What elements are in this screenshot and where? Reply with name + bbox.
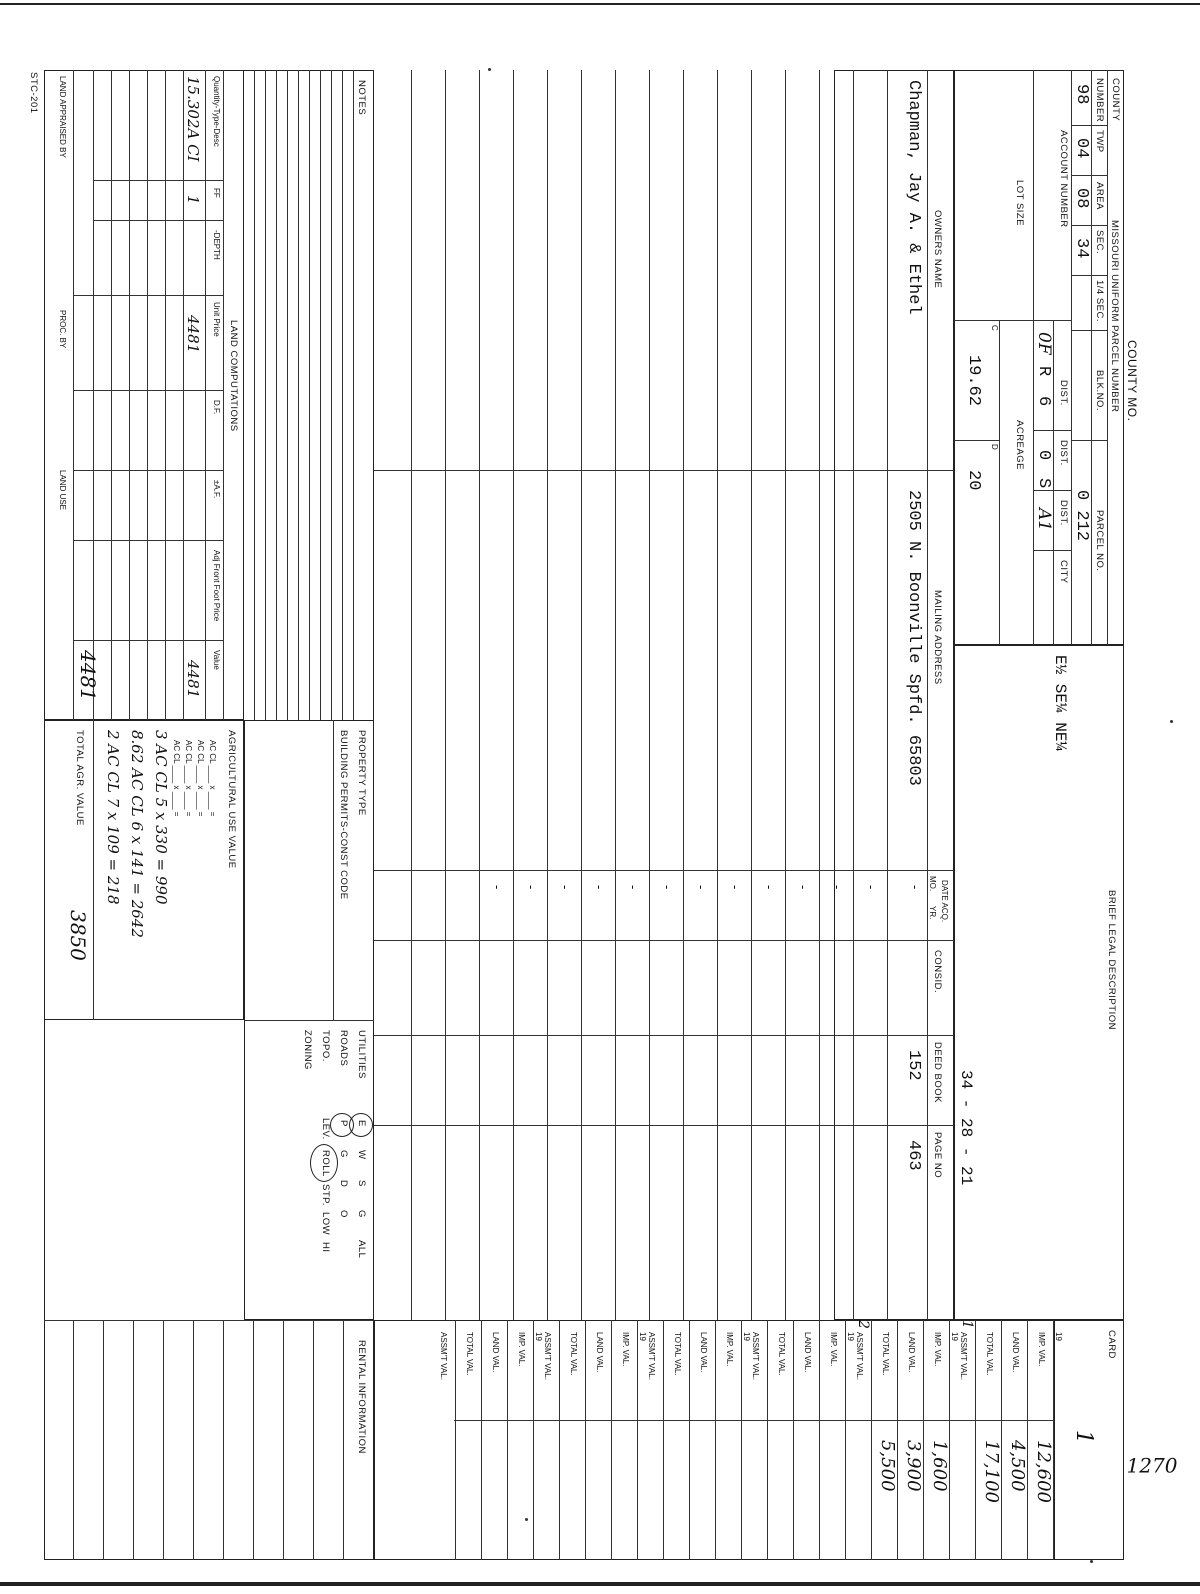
valuation-row-rule	[741, 1320, 742, 1560]
rental-row-rule	[223, 1320, 224, 1560]
rule	[1091, 70, 1092, 645]
valuation-row-label: IMP. VAL.	[621, 1332, 630, 1367]
account-number-label: ACCOUNT NUMBER	[1058, 130, 1069, 228]
legal-description-block	[954, 645, 1124, 1320]
parcel-label-quarter-sec: 1/4 SEC.	[1094, 280, 1105, 323]
notes-row-rule	[287, 70, 288, 720]
valuation-row-label: TOTAL VAL.	[881, 1332, 890, 1376]
sales-row-date-dash: -	[660, 885, 675, 890]
parcel-value-parcel: 0 212	[1072, 490, 1091, 542]
land-row-ff: 1	[184, 195, 202, 205]
valuation-year-label: 19	[638, 1332, 647, 1341]
rule	[74, 470, 224, 471]
rule	[1072, 330, 1108, 331]
sales-row-rule	[479, 70, 480, 1320]
rule	[223, 70, 224, 720]
valuation-row-rule	[637, 1320, 638, 1560]
topo-roll: ROLL	[320, 1150, 331, 1177]
notes-row-rule	[342, 70, 343, 720]
sales-row-date-dash: -	[728, 885, 743, 890]
ag-row-3: 2 AC CL 7 x 109 = 218	[104, 730, 122, 905]
valuation-row-label: ASSM'T VAL.	[647, 1332, 656, 1380]
corner-number: 1270	[1126, 1453, 1178, 1478]
valuation-row-label: TOTAL VAL.	[569, 1332, 578, 1376]
land-row-rule	[111, 70, 112, 720]
valuation-row-label: ASSM'T VAL.	[439, 1332, 448, 1380]
rule	[205, 70, 206, 720]
parcel-value-number: 98	[1072, 84, 1091, 105]
sales-row-date-dash: -	[864, 885, 879, 890]
dist-label-3: DIST.	[1058, 500, 1069, 526]
notes-row-rule	[276, 70, 277, 720]
col-df: D.F.	[212, 400, 221, 415]
sales-row-rule	[751, 70, 752, 1320]
parcel-label-area: AREA	[1094, 182, 1105, 210]
page-bottom-rule	[0, 1582, 1200, 1586]
sales-row-date-dash: -	[762, 885, 777, 890]
roads-label: ROADS	[338, 1030, 349, 1067]
land-row-value: 4481	[184, 660, 202, 699]
sales-row-date-dash: -	[490, 885, 505, 890]
sales-row-date-dash: -	[592, 885, 607, 890]
rental-row-rule	[253, 1320, 254, 1560]
permits-label: BUILDING PERMITS-CONST CODE	[338, 730, 349, 900]
valuation-row-rule	[819, 1320, 820, 1560]
valuation-row-rule	[663, 1320, 664, 1560]
property-type-label: PROPERTY TYPE	[356, 730, 367, 816]
valuation-row-label: TOTAL VAL.	[673, 1332, 682, 1376]
rule	[1033, 70, 1034, 645]
rental-row-rule	[163, 1320, 164, 1560]
rule	[374, 1035, 954, 1036]
rule	[1034, 490, 1072, 491]
topo-hi: HI	[320, 1242, 331, 1253]
road-p-circle	[330, 1113, 354, 1137]
account-value-5: S	[1034, 478, 1053, 489]
valuation-row-rule	[845, 1320, 846, 1560]
ag-row-2: 8.62 AC CL 6 x 141 = 2642	[128, 730, 146, 938]
valuation-row-label: LAND VAL.	[699, 1332, 708, 1373]
account-value-6: A1	[1034, 508, 1054, 532]
mailing-address-label: MAILING ADDRESS	[932, 590, 943, 685]
valuation-row-label: LAND VAL.	[907, 1332, 916, 1373]
sales-row-rule	[547, 70, 548, 1320]
total-val-1: 17,100	[981, 1440, 1002, 1503]
proc-by-label: PROC. BY	[58, 310, 67, 349]
rule	[44, 1320, 374, 1321]
valuation-row-label: IMP. VAL.	[517, 1332, 526, 1367]
col-depth: -DEPTH	[212, 230, 221, 260]
col-unit-price: Unit Price	[212, 302, 221, 337]
land-row-rule	[147, 70, 148, 720]
rule	[1034, 430, 1072, 431]
rental-row-rule	[283, 1320, 284, 1560]
notes-label: NOTES	[356, 80, 367, 116]
utility-all: ALL	[356, 1240, 367, 1259]
notes-row-rule	[254, 70, 255, 720]
acreage-label: ACREAGE	[1014, 420, 1025, 470]
col-qty: Quantity-Type-Desc	[212, 76, 221, 147]
card-number: 1	[1071, 1430, 1096, 1444]
topo-roll-circle	[310, 1144, 338, 1182]
parcel-label-parcel: PARCEL NO.	[1094, 510, 1105, 572]
sales-row-rule	[411, 70, 412, 1320]
rental-row-rule	[193, 1320, 194, 1560]
valuation-row-rule	[689, 1320, 690, 1560]
valuation-row-label: ASSM'T VAL.	[543, 1332, 552, 1380]
ag-blank-row: AC CL ____ x ____ =	[172, 740, 181, 817]
scan-speck	[488, 68, 491, 71]
parcel-value-twp: 04	[1072, 138, 1091, 159]
valuation-row-label: LAND VAL.	[1011, 1332, 1020, 1373]
rule	[1072, 225, 1108, 226]
rule	[954, 320, 1034, 321]
valuation-row-rule	[975, 1320, 976, 1560]
county-mo-label: COUNTY MO.	[1125, 340, 1139, 422]
rule	[374, 870, 954, 871]
property-record-card	[28, 70, 1178, 1560]
rule	[1034, 550, 1072, 551]
deed-book-value: 152	[904, 1050, 923, 1081]
sales-row-rule	[887, 70, 888, 1320]
utility-g: G	[356, 1210, 367, 1218]
rule	[1034, 320, 1072, 321]
dist-label-city: CITY	[1058, 560, 1069, 584]
rental-row-rule	[343, 1320, 344, 1560]
sales-row-rule	[683, 70, 684, 1320]
rule	[94, 220, 224, 221]
scan-speck	[525, 1518, 528, 1521]
sales-row-date-dash: -	[558, 885, 573, 890]
total-agr-label: TOTAL AGR. VALUE	[74, 730, 85, 826]
ag-blank-row: AC CL ____ x ____ =	[184, 740, 193, 817]
rule	[1072, 275, 1108, 276]
col-value: Value	[212, 650, 221, 670]
rental-row-rule	[103, 1320, 104, 1560]
sales-row-rule	[785, 70, 786, 1320]
parcel-value-area: 08	[1072, 188, 1091, 209]
col-ff: FF	[212, 188, 221, 198]
land-row-rule	[183, 70, 184, 720]
valuation-row-label: TOTAL VAL.	[985, 1332, 994, 1376]
acreage-d-label: D	[990, 444, 999, 450]
notes-row-rule	[331, 70, 332, 720]
ag-use-label: AGRICULTURAL USE VALUE	[226, 730, 237, 869]
utility-s: S	[356, 1180, 367, 1187]
account-value-1: 0F	[1034, 332, 1054, 355]
owners-name-label: OWNERS NAME	[932, 210, 943, 289]
valuation-row-rule	[559, 1320, 560, 1560]
road-p: P	[338, 1120, 349, 1127]
sales-row-rule	[853, 70, 854, 1320]
utility-e: E	[356, 1120, 367, 1127]
valuation-year-label: 19	[742, 1332, 751, 1341]
topo-label: TOPO.	[320, 1030, 331, 1062]
sales-row-date-dash: -	[626, 885, 641, 890]
scan-speck	[1170, 720, 1173, 723]
account-value-4: 0	[1034, 450, 1053, 461]
valuation-row-label: IMP. VAL.	[933, 1332, 942, 1367]
notes-row-rule	[309, 70, 310, 720]
valuation-row-rule	[481, 1320, 482, 1560]
land-total-value: 4481	[76, 650, 100, 701]
dist-label-2: DIST.	[1058, 440, 1069, 466]
deed-book-label: DEED BOOK	[932, 1042, 943, 1103]
valuation-row-label: IMP. VAL.	[1037, 1332, 1046, 1367]
page-no-label: PAGE NO	[932, 1132, 943, 1179]
valuation-year-label: 19	[1054, 1332, 1063, 1341]
valuation-row-label: ASSM'T VAL.	[959, 1332, 968, 1380]
valuation-divider	[454, 1420, 1054, 1421]
notes-row-rule	[265, 70, 266, 720]
account-value-3: 6	[1034, 396, 1053, 407]
valuation-row-rule	[871, 1320, 872, 1560]
ag-row-1: 3 AC CL 5 x 330 = 990	[152, 730, 170, 905]
form-number: STC-201	[28, 72, 39, 114]
mark-1: 1	[959, 1320, 975, 1329]
acreage-d-value: 20	[964, 470, 983, 491]
land-row-unit-price: 4481	[184, 315, 202, 354]
utilities-label: UTILITIES	[356, 1030, 367, 1079]
topo-stp: STP.	[320, 1184, 331, 1206]
rule	[1107, 70, 1108, 645]
road-o: O	[338, 1210, 349, 1218]
valuation-row-label: IMP. VAL.	[829, 1332, 838, 1367]
sales-row-date-dash: -	[694, 885, 709, 890]
valuation-row-label: ASSM'T VAL.	[855, 1332, 864, 1380]
parcel-label-blk: BLK.NO.	[1094, 370, 1105, 411]
date-acq-label: DATE ACQ.	[940, 880, 949, 923]
sales-row-rule	[615, 70, 616, 1320]
sales-row-rule	[649, 70, 650, 1320]
imp-val-2: 1,600	[929, 1440, 950, 1492]
parcel-label-twp: TWP	[1094, 130, 1105, 153]
road-d: D	[338, 1180, 349, 1188]
valuation-row-rule	[455, 1320, 456, 1560]
valuation-row-label: TOTAL VAL.	[777, 1332, 786, 1376]
sales-row-rule	[445, 70, 446, 1320]
yr-label: YR.	[928, 906, 937, 920]
land-comp-title: LAND COMPUTATIONS	[228, 320, 239, 432]
date-dash: -	[908, 885, 923, 890]
valuation-row-label: TOTAL VAL.	[465, 1332, 474, 1376]
account-value-2: R	[1034, 366, 1053, 377]
valuation-block	[374, 1320, 1054, 1560]
rental-row-rule	[313, 1320, 314, 1560]
page-no-value: 463	[904, 1140, 923, 1171]
col-adj: Adj Front Foot Price	[212, 550, 221, 622]
rule	[244, 1020, 374, 1021]
total-val-2: 5,500	[877, 1440, 898, 1492]
rental-row-rule	[133, 1320, 134, 1560]
valuation-row-label: ASSM'T VAL.	[751, 1332, 760, 1380]
parcel-label-number: NUMBER	[1094, 78, 1105, 123]
rule	[954, 440, 1000, 441]
rule	[74, 295, 224, 296]
lot-size-label: LOT SIZE	[1014, 180, 1025, 227]
valuation-year-label: 19	[950, 1332, 959, 1341]
land-use-label: LAND USE	[58, 470, 67, 511]
land-row-rule	[129, 70, 130, 720]
brief-legal-label: BRIEF LEGAL DESCRIPTION	[1106, 890, 1117, 1030]
parcel-value-sec: 34	[1072, 238, 1091, 259]
parcel-label-sec: SEC.	[1094, 230, 1105, 255]
rule	[73, 70, 74, 720]
mo-label: MO.	[928, 876, 937, 892]
notes-row-rule	[320, 70, 321, 720]
valuation-row-rule	[611, 1320, 612, 1560]
rule	[1072, 440, 1108, 441]
rule	[74, 540, 224, 541]
rule	[1072, 125, 1108, 126]
valuation-row-rule	[793, 1320, 794, 1560]
sales-row-rule	[513, 70, 514, 1320]
utility-w: W	[356, 1150, 367, 1160]
rental-row-rule	[73, 1320, 74, 1560]
valuation-row-rule	[507, 1320, 508, 1560]
mark-2: 2	[855, 1320, 871, 1329]
rental-label: RENTAL INFORMATION	[356, 1340, 367, 1454]
sales-row-rule	[819, 70, 820, 1320]
page-top-rule	[0, 3, 1200, 5]
rule	[374, 1125, 954, 1126]
owner-name: Chapman, Jay A. & Ethel	[904, 80, 923, 315]
rule	[74, 640, 224, 641]
rule	[1072, 175, 1108, 176]
valuation-row-rule	[715, 1320, 716, 1560]
sales-row-rule	[717, 70, 718, 1320]
sales-row-date-dash: -	[796, 885, 811, 890]
land-row-rule	[93, 70, 94, 720]
valuation-row-label: LAND VAL.	[803, 1332, 812, 1373]
notes-row-rule	[353, 70, 354, 720]
sales-row-date-dash: -	[524, 885, 539, 890]
rule	[94, 180, 224, 181]
valuation-row-label: LAND VAL.	[491, 1332, 500, 1373]
land-val-2: 3,900	[903, 1440, 924, 1492]
owner-address: 2505 N. Boonville Spfd. 65803	[904, 490, 923, 786]
acreage-c-label: C	[990, 325, 999, 331]
valuation-row-rule	[585, 1320, 586, 1560]
topo-low: LOW	[320, 1212, 331, 1236]
rule	[999, 320, 1000, 645]
land-appraised-label: LAND APPRAISED BY	[58, 76, 67, 158]
col-af: ±A.F.	[212, 480, 221, 499]
card-label: CARD	[1106, 1330, 1117, 1359]
sales-row-date-dash: -	[830, 885, 845, 890]
valuation-row-label: IMP. VAL.	[725, 1332, 734, 1367]
sales-row-rule	[581, 70, 582, 1320]
topo-lev: LEV.	[320, 1118, 331, 1140]
land-row-rule	[165, 70, 166, 720]
rule	[374, 470, 954, 471]
rule	[1053, 320, 1054, 645]
scan-speck	[1090, 1560, 1093, 1563]
road-g: G	[338, 1150, 349, 1158]
section-reference: 34 - 28 - 21	[957, 1070, 975, 1186]
imp-val-1: 12,600	[1033, 1440, 1054, 1503]
notes-row-rule	[298, 70, 299, 720]
valuation-year-label: 19	[846, 1332, 855, 1341]
valuation-row-rule	[533, 1320, 534, 1560]
land-val-1: 4,500	[1007, 1440, 1028, 1492]
ag-blank-row: AC CL ____ x ____ =	[196, 740, 205, 817]
rule	[74, 390, 224, 391]
land-computations-block	[44, 70, 244, 720]
acreage-c-value: 19.62	[964, 355, 983, 407]
total-agr-value: 3850	[66, 910, 90, 961]
rule	[93, 720, 94, 1020]
land-row-desc: 15.302A CI	[184, 76, 202, 162]
zoning-label: ZONING	[302, 1030, 313, 1070]
valuation-row-rule	[767, 1320, 768, 1560]
rule	[927, 70, 928, 1320]
rule	[333, 720, 334, 1020]
dist-label-1: DIST.	[1058, 380, 1069, 406]
legal-description: E½ SE¼ NE¼	[1051, 655, 1069, 752]
consid-label: CONSID.	[932, 950, 943, 994]
valuation-year-label: 19	[534, 1332, 543, 1341]
valuation-row-label: LAND VAL.	[595, 1332, 604, 1373]
county-label: COUNTY	[1110, 78, 1121, 122]
rule	[374, 940, 954, 941]
ag-blank-row: AC CL ____ x ____ =	[208, 740, 217, 817]
form-title: MISSOURI UNIFORM PARCEL NUMBER	[1109, 220, 1120, 413]
